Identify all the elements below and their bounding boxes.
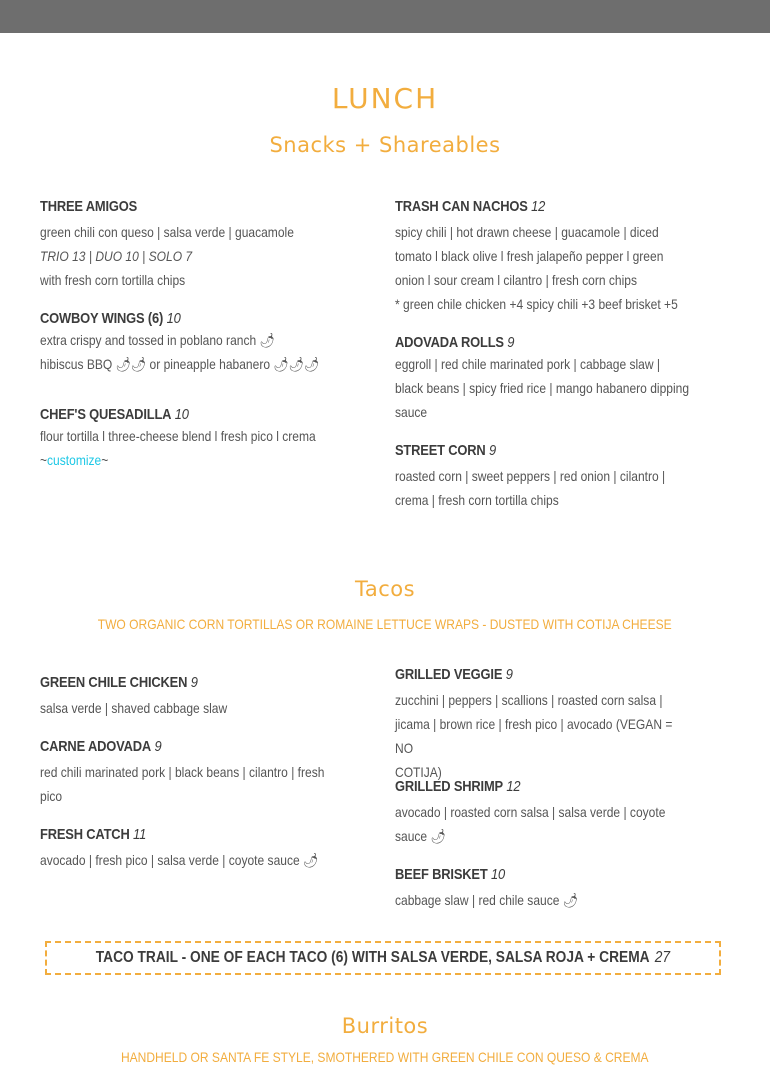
- menu-item-green-chile-chicken: [40, 674, 380, 720]
- burritos-section-title: Burritos: [341, 1014, 429, 1038]
- item-price: 10: [174, 406, 189, 423]
- item-description: black beans | spicy fried rice | mango habanero dipping: [395, 380, 690, 396]
- item-price: 10: [166, 310, 181, 327]
- item-description: green chili con queso | salsa verde | guacamole: [40, 224, 294, 240]
- menu-item-fresh-catch: [40, 826, 380, 872]
- item-name: GRILLED SHRIMP: [395, 778, 503, 795]
- burritos-subtitle: HANDHELD OR SANTA FE STYLE, SMOTHERED WITH GREEN CHILE CON QUESO & CREMA: [121, 1049, 649, 1065]
- item-name: COWBOY WINGS (6): [40, 310, 164, 327]
- item-description: hibiscus BBQ 🌶🌶 or pineapple habanero 🌶🌶🌶: [40, 356, 320, 372]
- menu-item-street-corn: [395, 442, 740, 512]
- item-description: tomato l black olive l fresh jalapeño pepper l green: [395, 248, 664, 264]
- item-name: ADOVADA ROLLS: [395, 334, 504, 351]
- tilde-left: ~: [40, 452, 48, 468]
- item-price: 9: [489, 442, 497, 459]
- item-description: avocado | fresh pico | salsa verde | coyote sauce 🌶: [40, 852, 319, 868]
- item-description: roasted corn | sweet peppers | red onion | cilantro |: [395, 468, 666, 484]
- menu-item-beef-brisket: [395, 866, 740, 912]
- item-name: STREET CORN: [395, 442, 486, 459]
- item-name: CHEF'S QUESADILLA: [40, 406, 172, 423]
- item-description: extra crispy and tossed in poblano ranch 🌶: [40, 332, 275, 348]
- tacos-subtitle: TWO ORGANIC CORN TORTILLAS OR ROMAINE LETTUCE WRAPS - DUSTED WITH COTIJA CHEESE: [98, 616, 672, 632]
- item-price: 9: [507, 334, 515, 351]
- item-description: jicama | brown rice | fresh pico | avocado (VEGAN = NO: [395, 716, 673, 756]
- item-price: 12: [506, 778, 521, 795]
- tilde-right: ~: [101, 452, 109, 468]
- snacks-section-title: Snacks + Shareables: [269, 133, 501, 157]
- item-description: avocado | roasted corn salsa | salsa verde | coyote: [395, 804, 666, 820]
- item-description: crema | fresh corn tortilla chips: [395, 492, 559, 508]
- item-name: TRASH CAN NACHOS: [395, 198, 528, 215]
- item-description: sauce: [395, 404, 428, 420]
- menu-item-carne-adovada: [40, 738, 380, 808]
- taco-trail-price: 27: [654, 949, 671, 966]
- item-description: onion l sour cream l cilantro | fresh corn chips: [395, 272, 638, 288]
- page-title: LUNCH: [331, 82, 439, 115]
- item-price: 12: [531, 198, 546, 215]
- item-name: GRILLED VEGGIE: [395, 666, 503, 683]
- item-name: CARNE ADOVADA: [40, 738, 152, 755]
- item-description: eggroll | red chile marinated pork | cabbage slaw |: [395, 356, 661, 372]
- item-name: GREEN CHILE CHICKEN: [40, 674, 188, 691]
- item-sizes: TRIO 13 | DUO 10 | SOLO 7: [40, 248, 193, 264]
- item-price: 9: [154, 738, 162, 755]
- menu-item-grilled-shrimp: [395, 778, 740, 848]
- customize-link[interactable]: customize: [47, 452, 102, 468]
- item-description: COTIJA): [395, 764, 442, 780]
- item-description: spicy chili | hot drawn cheese | guacamole | diced: [395, 224, 659, 240]
- item-description: cabbage slaw | red chile sauce 🌶: [395, 892, 579, 908]
- item-price: 9: [505, 666, 513, 683]
- taco-trail-box: [45, 941, 721, 975]
- item-note: with fresh corn tortilla chips: [40, 272, 186, 288]
- menu-item-adovada-rolls: [395, 334, 740, 424]
- item-price: 11: [133, 826, 147, 843]
- menu-item-grilled-veggie: [395, 666, 740, 784]
- menu-item-cowboy-wings: [40, 310, 380, 376]
- item-description: flour tortilla l three-cheese blend l fresh pico l crema: [40, 428, 316, 444]
- item-addons: * green chile chicken +4 spicy chili +3 beef brisket +5: [395, 296, 678, 312]
- item-name: BEEF BRISKET: [395, 866, 488, 883]
- item-description: sauce 🌶: [395, 828, 446, 844]
- item-description: pico: [40, 788, 63, 804]
- item-price: 10: [490, 866, 506, 883]
- tacos-section-title: Tacos: [354, 577, 416, 601]
- item-name: THREE AMIGOS: [40, 198, 138, 215]
- taco-trail-text: TACO TRAIL - ONE OF EACH TACO (6) WITH SALSA VERDE, SALSA ROJA + CREMA: [95, 949, 650, 966]
- item-description: salsa verde | shaved cabbage slaw: [40, 700, 228, 716]
- item-description: zucchini | peppers | scallions | roasted corn salsa |: [395, 692, 663, 708]
- item-price: 9: [190, 674, 198, 691]
- menu-item-chefs-quesadilla: [40, 406, 380, 472]
- top-bar: [0, 0, 770, 33]
- menu-item-trash-can-nachos: [395, 198, 740, 316]
- item-description: red chili marinated pork | black beans | cilantro | fresh: [40, 764, 325, 780]
- item-name: FRESH CATCH: [40, 826, 130, 843]
- menu-item-three-amigos: [40, 198, 380, 292]
